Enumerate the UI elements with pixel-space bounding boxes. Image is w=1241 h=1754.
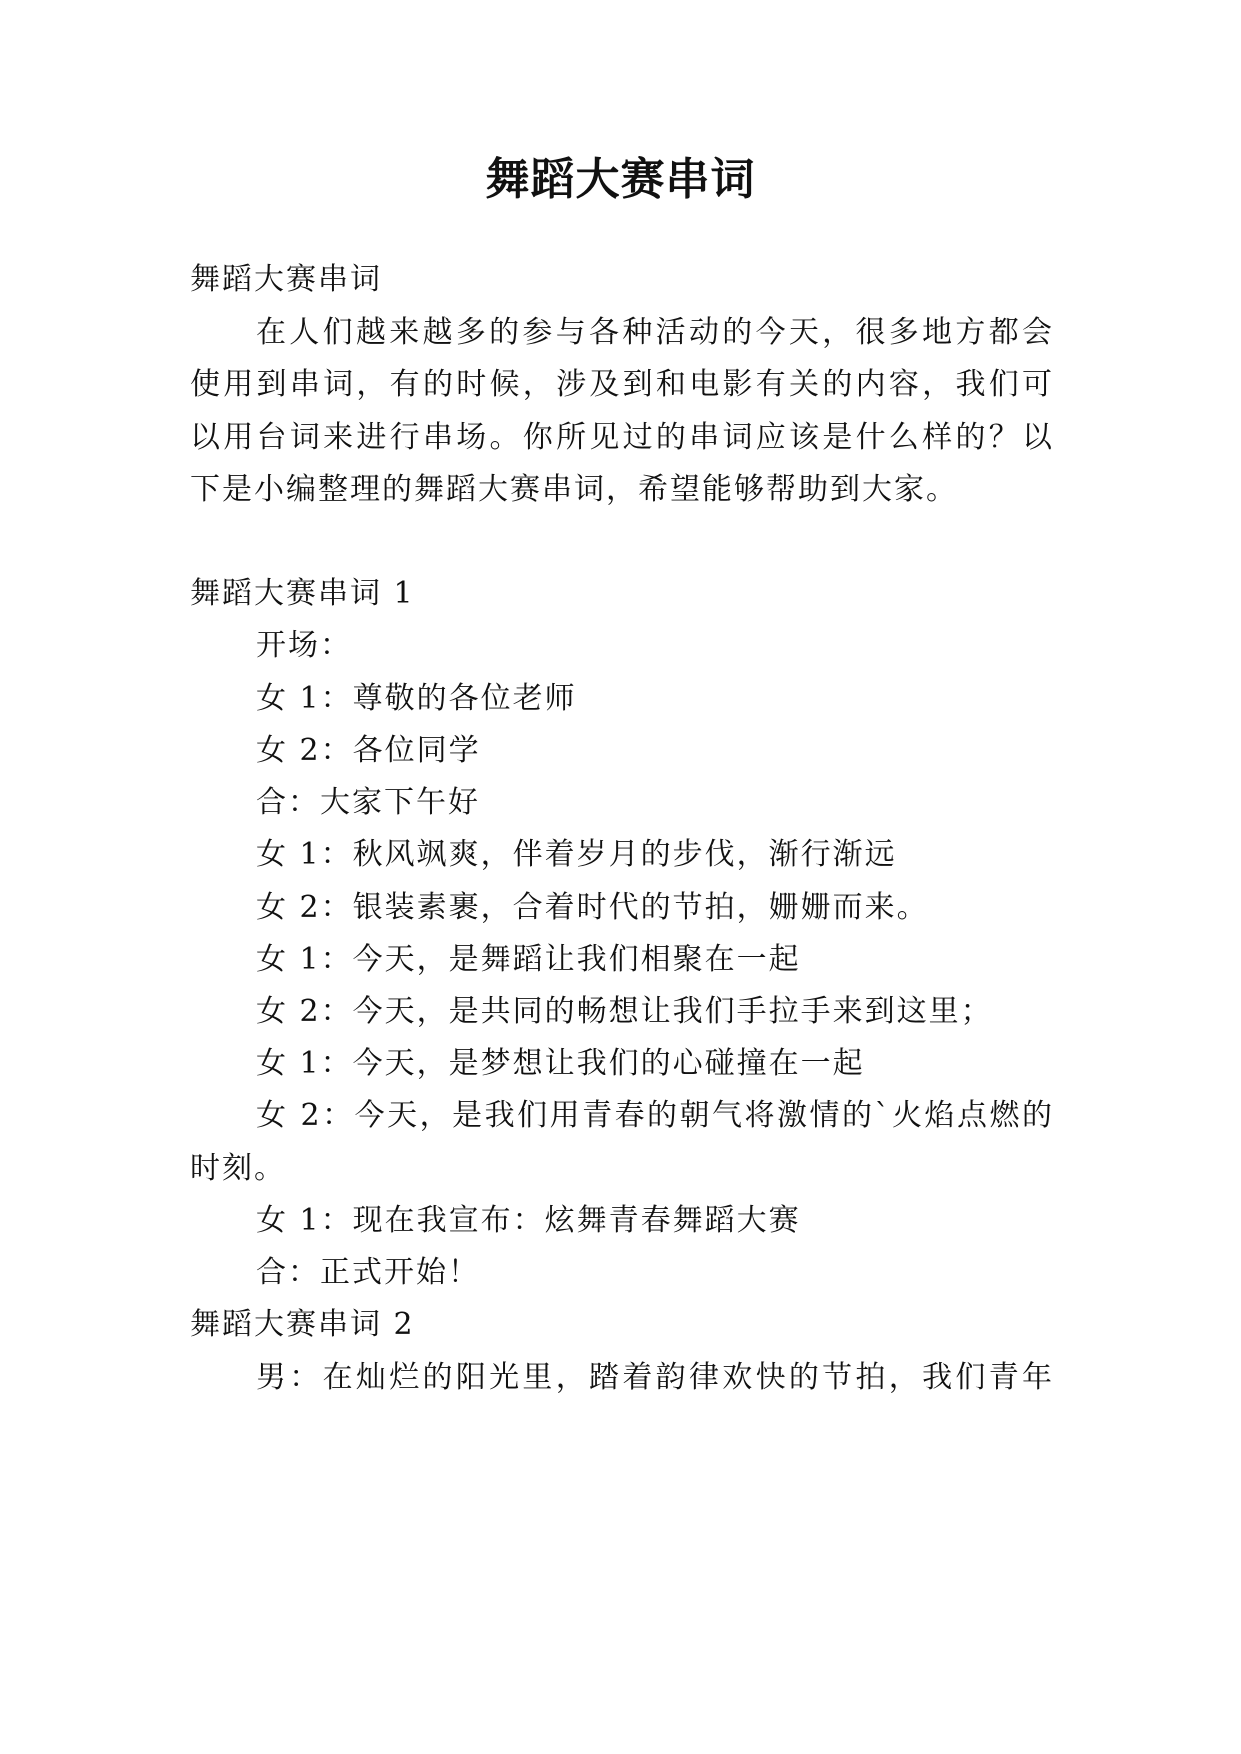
script-line: 女 2：银装素裹，合着时代的节拍，姗姗而来。	[256, 890, 929, 925]
script-line: 女 2：今天，是共同的畅想让我们手拉手来到这里；	[256, 994, 993, 1029]
script-line: 开场：	[256, 628, 352, 663]
script-line: 女 1：尊敬的各位老师	[256, 681, 577, 716]
script-line: 女 1：现在我宣布：炫舞青春舞蹈大赛	[256, 1203, 801, 1238]
intro-line: 以用台词来进行串场。你所见过的串词应该是什么样的？以	[190, 420, 1052, 455]
script-line: 时刻。	[190, 1151, 286, 1186]
intro-line: 下是小编整理的舞蹈大赛串词，希望能够帮助到大家。	[190, 472, 958, 507]
section-heading: 舞蹈大赛串词 2	[190, 1307, 415, 1342]
script-line: 女 1：今天，是梦想让我们的心碰撞在一起	[256, 1046, 865, 1081]
script-line: 女 2：今天，是我们用青春的朝气将激情的`火焰点燃的	[256, 1098, 1052, 1133]
script-line: 合：大家下午好	[256, 785, 480, 820]
script-line: 合：正式开始！	[256, 1255, 480, 1290]
script-line: 女 2：各位同学	[256, 733, 481, 768]
section-heading: 舞蹈大赛串词 1	[190, 576, 415, 611]
script-line: 女 1：今天，是舞蹈让我们相聚在一起	[256, 942, 801, 977]
document-subtitle: 舞蹈大赛串词	[190, 262, 382, 297]
script-line: 女 1：秋风飒爽，伴着岁月的步伐，渐行渐远	[256, 837, 897, 872]
script-line: 男：在灿烂的阳光里，踏着韵律欢快的节拍，我们青年	[256, 1360, 1052, 1395]
document-title: 舞蹈大赛串词	[485, 154, 756, 205]
intro-line: 在人们越来越多的参与各种活动的今天，很多地方都会	[256, 315, 1052, 350]
intro-line: 使用到串词，有的时候，涉及到和电影有关的内容，我们可	[190, 367, 1052, 402]
